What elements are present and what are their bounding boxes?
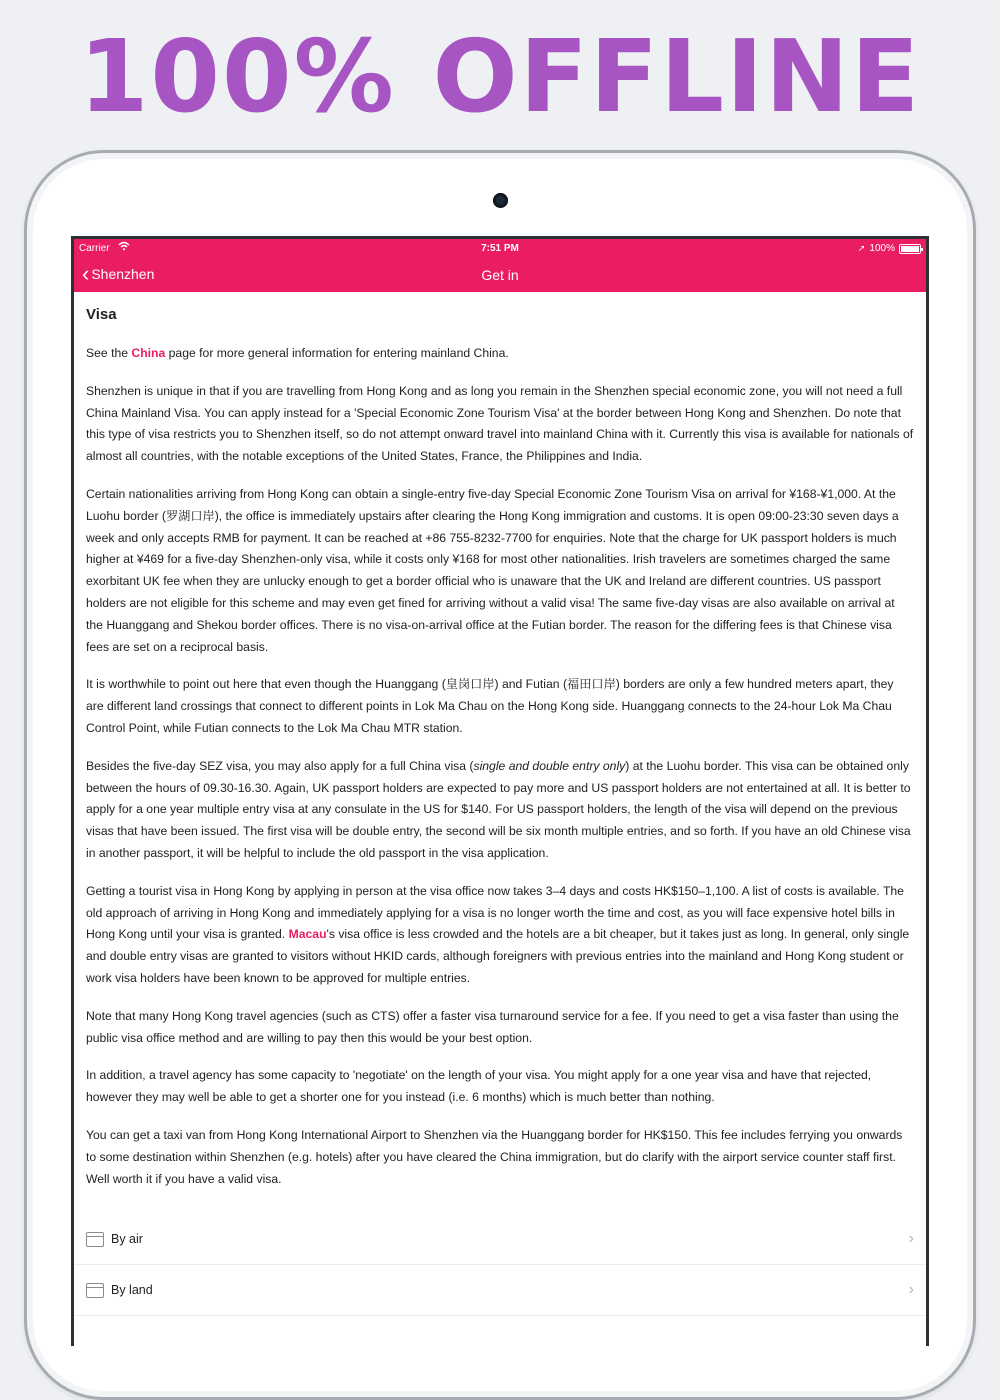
nav-bar <box>74 259 926 292</box>
section-heading: Visa <box>86 306 117 323</box>
folder-icon <box>86 1232 104 1247</box>
list-item-by-air[interactable] <box>74 1214 926 1265</box>
paragraph: Shenzhen is unique in that if you are travelling from Hong Kong and as long you remain in the Shenzhen special economic zone, you will not need a full China Mainland Visa. You can apply instead for a 'Special Economic Zone Tourism Visa' at the border between Hong Kong and Shenzhen. Do note that this type of visa restricts you to Shenzhen itself, so do not attempt onward travel into mainland China with it. Currently this visa is available for nationals of almost all countries, with the notable exceptions of the United States, France, the Philippines and India. <box>86 383 914 464</box>
china-link[interactable]: China <box>131 346 166 360</box>
battery-icon <box>899 244 921 254</box>
carrier-label: Carrier <box>79 243 110 254</box>
paragraph <box>86 881 914 990</box>
page-title: Get in <box>481 267 519 283</box>
paragraph-text: 's visa office is less crowded and the hotels are a bit cheaper, but it takes just as long. In general, only single and double entry visas are granted to visitors without HKID cards, although foreigners with previous entries into the mainland and Hong Kong student or work visa holders have been known to be approved for multiple entries. <box>86 927 910 985</box>
status-bar <box>74 239 926 259</box>
paragraph: It is worthwhile to point out here that even though the Huanggang (皇岗口岸) and Futian (福田口岸) borders are only a few hundred meters apart, they are different land crossings that connect to different points in Lok Ma Chau on the Hong Kong side. Huanggang connects to the 24-hour Lok Ma Chau Control Point, while Futian connects to the Lok Ma Chau MTR station. <box>86 677 894 735</box>
paragraph <box>86 756 914 865</box>
paragraph-text: Getting a tourist visa in Hong Kong by applying in person at the visa office now takes 3–4 days and costs HK$150–1,100. A list of costs is available. The old approach of arriving in Hong Kong and immediately applying for a visa is no longer worth the time and cost, as you will face expensive hotel bills in Hong Kong until your visa is granted. <box>86 883 904 942</box>
app-header <box>74 239 926 292</box>
chevron-left-icon: ‹ <box>82 261 90 286</box>
folder-icon <box>86 1283 104 1298</box>
camera-icon <box>493 193 508 208</box>
paragraph: Note that many Hong Kong travel agencies (such as CTS) offer a faster visa turnaround service for a fee. If you need to get a visa faster than using the public visa office method and are willing to pay then this would be your best option. <box>86 1008 899 1045</box>
status-time: 7:51 PM <box>481 243 519 254</box>
app-screen <box>71 236 929 1346</box>
paragraph: In addition, a travel agency has some capacity to 'negotiate' on the length of your visa. You might apply for a one year visa and have that rejected, however they may well be able to get a shorter one for you instead (i.e. 6 months) which is much better than nothing. <box>86 1068 872 1105</box>
macau-link[interactable]: Macau <box>288 927 327 942</box>
article-content <box>74 292 926 1190</box>
list-item-label: By air <box>111 1232 143 1246</box>
paragraph-text: See the <box>86 346 132 360</box>
subsection-list <box>74 1214 926 1316</box>
location-arrow-icon: ➚ <box>857 243 866 253</box>
list-item-label: By land <box>111 1283 153 1297</box>
paragraph: You can get a taxi van from Hong Kong International Airport to Shenzhen via the Huanggang border for HK$150. This fee includes ferrying you onwards to some destination within Shenzhen (e.g. hotels) after you have cleared the China immigration, but do clarify with the airport service counter staff first. Well worth it if you have a valid visa. <box>86 1127 903 1186</box>
paragraph-text: page for more general information for entering mainland China. <box>165 346 509 360</box>
chevron-right-icon: › <box>908 1281 914 1298</box>
paragraph-text: ) at the Luohu border. This visa can be obtained only between the hours of 09.30-16.30. Again, UK passport holders are expected to pay more and US passport holders are not entertained at all. It is better to apply for a one year multiple entry visa at any consulate in the US for $140. For US passport holders, the length of the visa will depend on the previous visas that have been issued. The first visa will be double entry, the second will be six month multiple entries, and so forth. If you have an old Chinese visa in another passport, it will be helpful to include the old passport in the visa application. <box>86 758 911 860</box>
paragraph-italic: single and double entry only <box>473 758 626 773</box>
headline: 100% OFFLINE <box>78 18 922 135</box>
paragraph: Certain nationalities arriving from Hong Kong can obtain a single-entry five-day Special Economic Zone Tourism Visa on arrival for ¥168-¥1,000. At the Luohu border (罗湖口岸), the office is immediately upstairs after clearing the Hong Kong immigration and customs. It is open 09:00-23:30 seven days a week and only accepts RMB for payment. It can be reached at +86 755-8232-7700 for enquiries. Note that the charge for UK passport holders is much higher at ¥469 for a five-day Shenzhen-only visa, while it costs only ¥168 for most other nationalities. Irish travelers are sometimes charged the same exorbitant UK fee when they are unlucky enough to get a border official who is unaware that the UK and Ireland are different countries. US passport holders are not eligible for this scheme and may even get fined for arriving without a valid visa! The same five-day visas are also available on arrival at the Huanggang and Shekou border offices. There is no visa-on-arrival office at the Futian border. The reason for the differing fees is that Chinese visa fees are set on a reciprocal basis. <box>86 486 899 654</box>
paragraph <box>86 343 914 365</box>
list-item-by-land[interactable] <box>74 1265 926 1316</box>
chevron-right-icon: › <box>908 1230 914 1247</box>
battery-percent: 100% <box>869 243 895 254</box>
back-label: Shenzhen <box>91 266 155 282</box>
paragraph-text: Besides the five-day SEZ visa, you may also apply for a full China visa ( <box>86 758 474 773</box>
status-right <box>858 243 921 254</box>
